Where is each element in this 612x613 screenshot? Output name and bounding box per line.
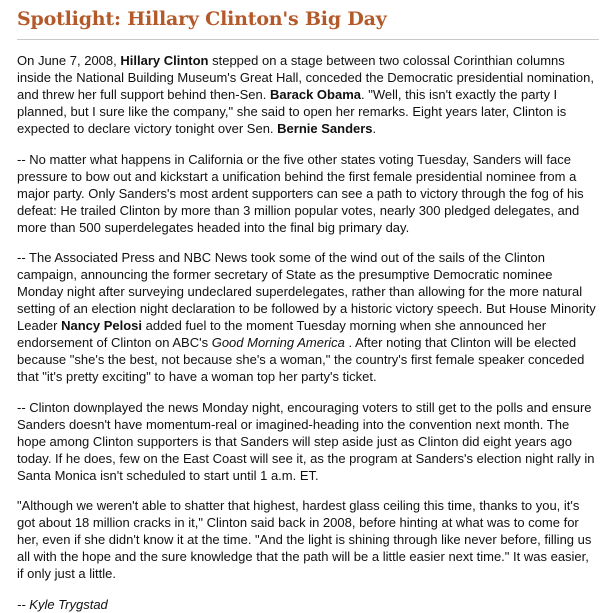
paragraph-1-text: . "Well, this isn't exactly the party I planned, but I sure like the company," she said to open her remarks. Eight years later, Clinton is expected to declare victory tonight over Sen.	[17, 87, 567, 136]
paragraph-3-text: -- The Associated Press and NBC News took some of the wind out of the sails of the Clinton campaign, announcing the former secretary of State as the presumptive Democratic nominee Monday night after surveying undeclared superdelegates, rather than allowing for the more natural setting of an election night declaration to be followed by a historic victory speech. But House Minority Leader	[17, 250, 596, 333]
paragraph-2: -- No matter what happens in California or the five other states voting Tuesday, Sanders will face pressure to bow out and kickstart a unification behind the first female presidential nominee from a major party. Only Sanders's most ardent supporters can see a path to victory through the fog of his defeat: He trailed Clinton by more than 3 million popular votes, nearly 300 pledged delegates, and more than 500 superdelegates headed into the final big primary day.	[17, 151, 584, 235]
article-title: Spotlight: Hillary Clinton's Big Day	[17, 8, 387, 30]
paragraph-4: -- Clinton downplayed the news Monday night, encouraging voters to still get to the polls and ensure Sanders doesn't have momentum-real or imagined-heading into the convention next month. The hope among Clinton supporters is that Sanders will step aside just as Clinton did eight years ago today. If he does, few on the East Coast will see it, as the program at Sanders's election night rally in Santa Monica isn't scheduled to start until 1 a.m. ET.	[17, 399, 595, 483]
byline: -- Kyle Trygstad	[17, 596, 108, 612]
name-barack-obama: Barack Obama	[269, 87, 362, 102]
article-body	[17, 52, 598, 613]
name-bernie-sanders: Bernie Sanders	[277, 121, 373, 136]
name-nancy-pelosi: Nancy Pelosi	[61, 318, 143, 333]
show-title-good-morning-america: Good Morning America	[211, 335, 345, 350]
title-divider	[17, 39, 599, 40]
name-hillary-clinton: Hillary Clinton	[120, 53, 209, 68]
paragraph-3-text: . After noting that Clinton will be elected because "she's the best, not because she's a woman," the country's first female speaker conceded that "it's pretty exciting" to have a woman top her party's ticket.	[17, 335, 585, 384]
paragraph-1-text: .	[372, 121, 377, 136]
paragraph-1	[17, 52, 598, 137]
paragraph-5: "Although we weren't able to shatter that highest, hardest glass ceiling this time, thanks to you, it's got about 18 million cracks in it," Clinton said back in 2008, before hinting at what was to come for her, even if she didn't know it at the time. "And the light is shining through like never before, filling us all with the hope and the sure knowledge that the path will be a little easier next time." It was easier, if only just a little.	[17, 498, 592, 581]
paragraph-1-text: stepped on a stage between two colossal Corinthian columns inside the National Building Museum's Great Hall, conceded the Democratic presidential nomination, and threw her full support behind then-Sen.	[17, 53, 594, 102]
paragraph-3-text: added fuel to the moment Tuesday morning when she announced her endorsement of Clinton on ABC's	[17, 318, 547, 350]
paragraph-3	[17, 249, 598, 385]
paragraph-1-text: On June 7, 2008,	[17, 53, 121, 68]
